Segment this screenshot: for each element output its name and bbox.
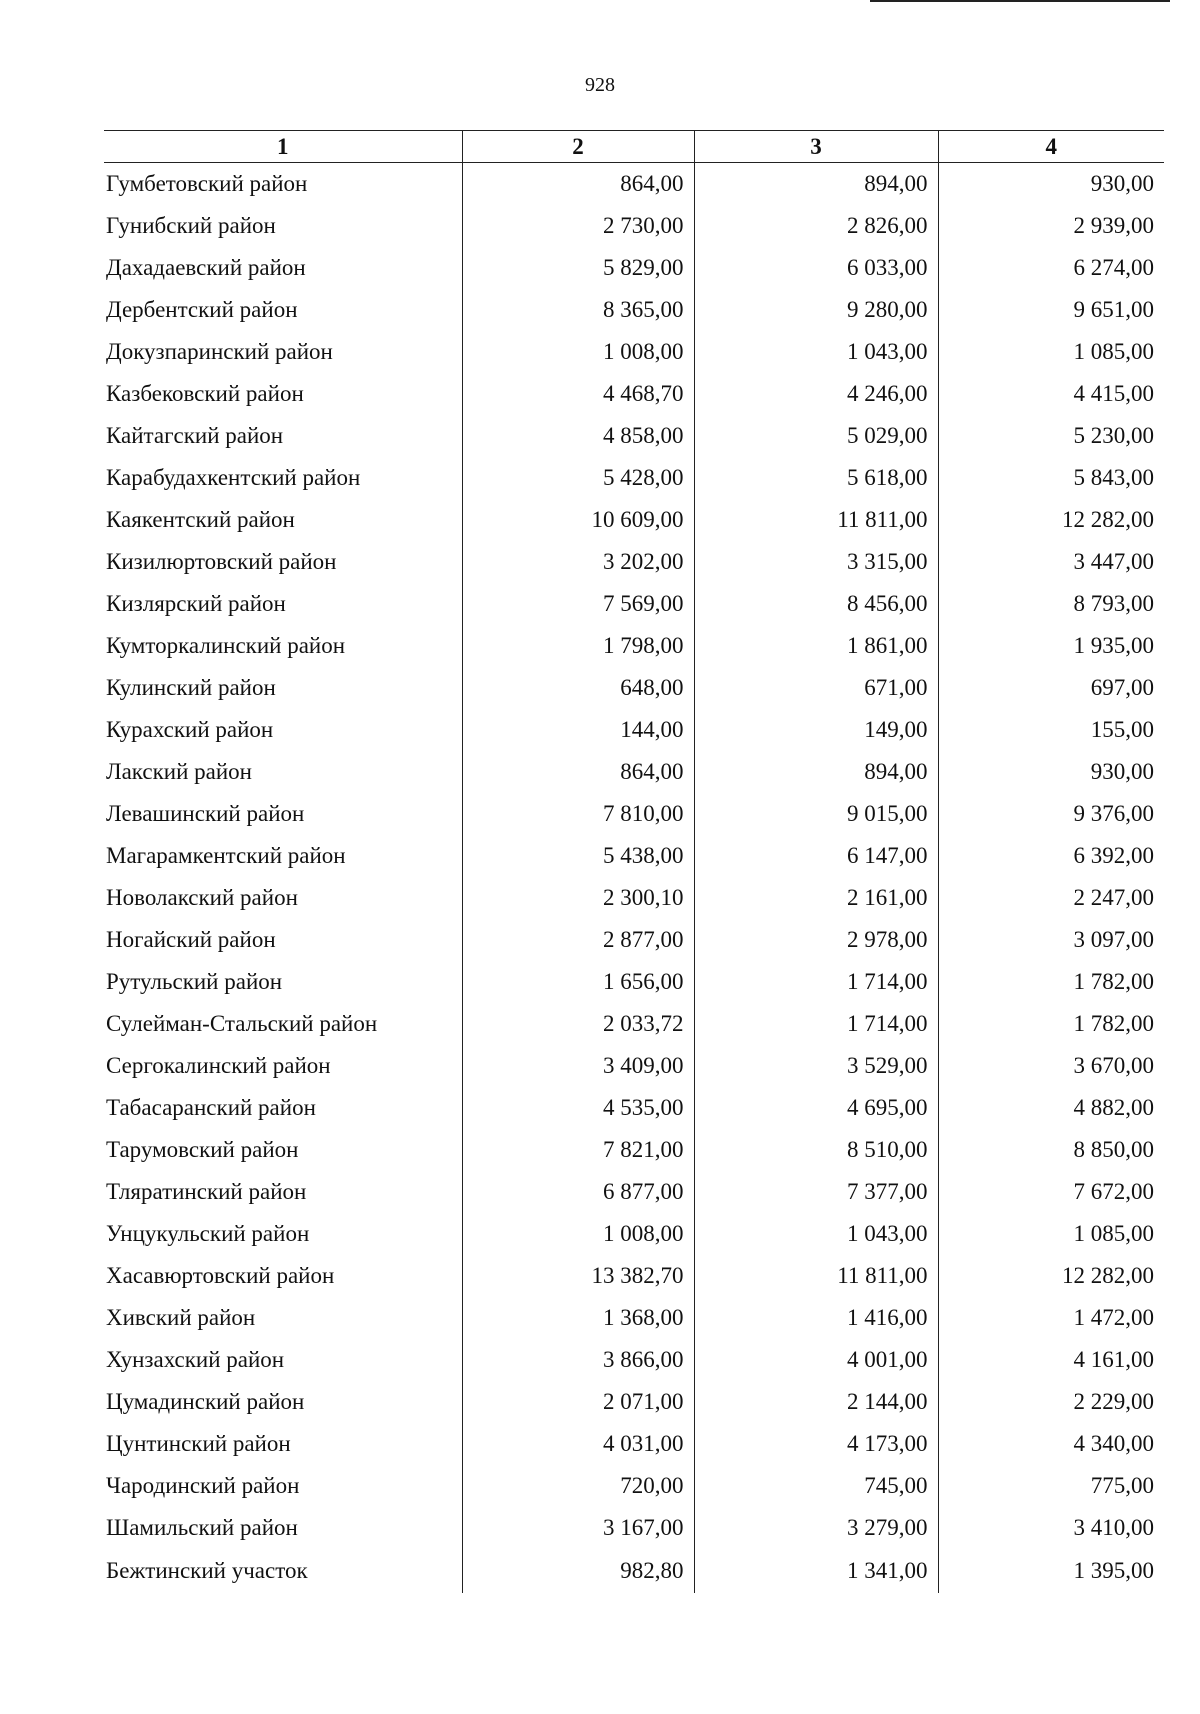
district-name-cell: Хасавюртовский район <box>106 1263 335 1288</box>
value-col-2-cell: 5 438,00 <box>462 835 694 877</box>
value-col-2-cell: 8 365,00 <box>462 289 694 331</box>
table-row <box>104 1045 1164 1087</box>
value-col-4-cell: 930,00 <box>938 751 1164 793</box>
table-row <box>104 709 1164 751</box>
value-col-3-cell: 1 861,00 <box>694 625 938 667</box>
value-col-2-cell: 144,00 <box>462 709 694 751</box>
table-row <box>104 877 1164 919</box>
district-name-cell: Цунтинский район <box>106 1431 291 1456</box>
value-col-3-cell: 3 315,00 <box>694 541 938 583</box>
table-row <box>104 1255 1164 1297</box>
table-row <box>104 1171 1164 1213</box>
value-col-2-cell: 1 656,00 <box>462 961 694 1003</box>
value-col-2-cell: 3 167,00 <box>462 1507 694 1549</box>
value-col-4-cell: 8 850,00 <box>938 1129 1164 1171</box>
value-col-3-cell: 1 043,00 <box>694 1213 938 1255</box>
district-name-cell: Магарамкентский район <box>106 843 346 868</box>
value-col-4-cell: 2 939,00 <box>938 205 1164 247</box>
value-col-4-cell: 5 230,00 <box>938 415 1164 457</box>
value-col-2-cell: 4 535,00 <box>462 1087 694 1129</box>
district-name-cell: Докузпаринский район <box>106 339 333 364</box>
value-col-3-cell: 8 510,00 <box>694 1129 938 1171</box>
value-col-3-cell: 149,00 <box>694 709 938 751</box>
value-col-4-cell: 1 085,00 <box>938 1213 1164 1255</box>
value-col-3-cell: 5 029,00 <box>694 415 938 457</box>
table-row <box>104 667 1164 709</box>
top-edge-rule <box>870 0 1170 2</box>
value-col-2-cell: 2 033,72 <box>462 1003 694 1045</box>
district-name-cell: Кайтагский район <box>106 423 284 448</box>
table-row <box>104 1507 1164 1549</box>
value-col-2-cell: 2 730,00 <box>462 205 694 247</box>
value-col-3-cell: 1 043,00 <box>694 331 938 373</box>
table-row <box>104 247 1164 289</box>
table-row <box>104 751 1164 793</box>
district-name-cell: Карабудахкентский район <box>106 465 361 490</box>
value-col-2-cell: 720,00 <box>462 1465 694 1507</box>
value-col-4-cell: 1 395,00 <box>938 1549 1164 1593</box>
value-col-3-cell: 9 015,00 <box>694 793 938 835</box>
data-table-container <box>104 130 1164 1593</box>
table-row <box>104 1549 1164 1593</box>
value-col-2-cell: 648,00 <box>462 667 694 709</box>
table-row <box>104 289 1164 331</box>
district-name-cell: Ногайский район <box>106 927 276 952</box>
table-row <box>104 163 1164 206</box>
value-col-4-cell: 4 415,00 <box>938 373 1164 415</box>
value-col-3-cell: 2 826,00 <box>694 205 938 247</box>
district-name-cell: Тляратинский район <box>106 1179 307 1204</box>
district-name-cell: Шамильский район <box>106 1515 298 1540</box>
value-col-2-cell: 2 877,00 <box>462 919 694 961</box>
value-col-3-cell: 2 161,00 <box>694 877 938 919</box>
table-row <box>104 499 1164 541</box>
value-col-2-cell: 1 798,00 <box>462 625 694 667</box>
value-col-2-cell: 4 468,70 <box>462 373 694 415</box>
value-col-4-cell: 12 282,00 <box>938 1255 1164 1297</box>
district-name-cell: Рутульский район <box>106 969 283 994</box>
value-col-2-cell: 4 858,00 <box>462 415 694 457</box>
table-row <box>104 331 1164 373</box>
value-col-4-cell: 3 410,00 <box>938 1507 1164 1549</box>
table-row <box>104 919 1164 961</box>
district-name-cell: Лакский район <box>106 759 252 784</box>
value-col-2-cell: 982,80 <box>462 1549 694 1593</box>
table-row <box>104 793 1164 835</box>
value-col-3-cell: 4 695,00 <box>694 1087 938 1129</box>
table-row <box>104 373 1164 415</box>
value-col-2-cell: 1 008,00 <box>462 331 694 373</box>
table-row <box>104 835 1164 877</box>
value-col-4-cell: 6 274,00 <box>938 247 1164 289</box>
table-row <box>104 541 1164 583</box>
table-row <box>104 1297 1164 1339</box>
value-col-2-cell: 864,00 <box>462 163 694 206</box>
value-col-3-cell: 6 033,00 <box>694 247 938 289</box>
value-col-3-cell: 1 416,00 <box>694 1297 938 1339</box>
district-name-cell: Гунибский район <box>106 213 276 238</box>
value-col-2-cell: 1 368,00 <box>462 1297 694 1339</box>
value-col-2-cell: 3 866,00 <box>462 1339 694 1381</box>
table-row <box>104 625 1164 667</box>
value-col-2-cell: 864,00 <box>462 751 694 793</box>
value-col-2-cell: 7 569,00 <box>462 583 694 625</box>
value-col-3-cell: 745,00 <box>694 1465 938 1507</box>
value-col-2-cell: 2 071,00 <box>462 1381 694 1423</box>
value-col-3-cell: 9 280,00 <box>694 289 938 331</box>
value-col-3-cell: 4 173,00 <box>694 1423 938 1465</box>
value-col-4-cell: 7 672,00 <box>938 1171 1164 1213</box>
district-name-cell: Кизлярский район <box>106 591 286 616</box>
value-col-4-cell: 8 793,00 <box>938 583 1164 625</box>
value-col-4-cell: 12 282,00 <box>938 499 1164 541</box>
value-col-3-cell: 5 618,00 <box>694 457 938 499</box>
value-col-3-cell: 7 377,00 <box>694 1171 938 1213</box>
district-name-cell: Табасаранский район <box>106 1095 316 1120</box>
table-row <box>104 961 1164 1003</box>
table-row <box>104 1213 1164 1255</box>
value-col-3-cell: 671,00 <box>694 667 938 709</box>
table-row <box>104 1339 1164 1381</box>
value-col-2-cell: 13 382,70 <box>462 1255 694 1297</box>
header-row <box>104 131 1164 163</box>
district-name-cell: Унцукульский район <box>106 1221 310 1246</box>
value-col-4-cell: 4 161,00 <box>938 1339 1164 1381</box>
table-row <box>104 583 1164 625</box>
value-col-4-cell: 1 782,00 <box>938 1003 1164 1045</box>
value-col-2-cell: 10 609,00 <box>462 499 694 541</box>
value-col-4-cell: 1 085,00 <box>938 331 1164 373</box>
value-col-3-cell: 4 246,00 <box>694 373 938 415</box>
district-name-cell: Новолакский район <box>106 885 298 910</box>
value-col-4-cell: 4 340,00 <box>938 1423 1164 1465</box>
value-col-2-cell: 3 409,00 <box>462 1045 694 1087</box>
district-values-table <box>104 130 1164 1593</box>
district-name-cell: Тарумовский район <box>106 1137 299 1162</box>
value-col-4-cell: 1 472,00 <box>938 1297 1164 1339</box>
district-name-cell: Сулейман-Стальский район <box>106 1011 378 1036</box>
value-col-2-cell: 7 821,00 <box>462 1129 694 1171</box>
district-name-cell: Хивский район <box>106 1305 256 1330</box>
page-number: 928 <box>585 74 615 96</box>
table-row <box>104 1381 1164 1423</box>
district-name-cell: Сергокалинский район <box>106 1053 331 1078</box>
district-name-cell: Гумбетовский район <box>106 171 308 196</box>
column-header-4: 4 <box>938 131 1164 163</box>
value-col-2-cell: 3 202,00 <box>462 541 694 583</box>
value-col-3-cell: 1 714,00 <box>694 1003 938 1045</box>
value-col-2-cell: 1 008,00 <box>462 1213 694 1255</box>
value-col-3-cell: 11 811,00 <box>694 1255 938 1297</box>
value-col-4-cell: 2 229,00 <box>938 1381 1164 1423</box>
value-col-3-cell: 894,00 <box>694 163 938 206</box>
district-name-cell: Хунзахский район <box>106 1347 285 1372</box>
value-col-3-cell: 1 341,00 <box>694 1549 938 1593</box>
value-col-3-cell: 3 529,00 <box>694 1045 938 1087</box>
value-col-3-cell: 8 456,00 <box>694 583 938 625</box>
value-col-3-cell: 4 001,00 <box>694 1339 938 1381</box>
value-col-2-cell: 5 428,00 <box>462 457 694 499</box>
table-header <box>104 131 1164 163</box>
value-col-4-cell: 930,00 <box>938 163 1164 206</box>
value-col-4-cell: 3 097,00 <box>938 919 1164 961</box>
value-col-4-cell: 697,00 <box>938 667 1164 709</box>
table-row <box>104 1003 1164 1045</box>
table-row <box>104 457 1164 499</box>
value-col-3-cell: 6 147,00 <box>694 835 938 877</box>
value-col-4-cell: 1 935,00 <box>938 625 1164 667</box>
table-row <box>104 1423 1164 1465</box>
district-name-cell: Дахадаевский район <box>106 255 306 280</box>
table-row <box>104 1465 1164 1507</box>
value-col-4-cell: 9 376,00 <box>938 793 1164 835</box>
value-col-4-cell: 1 782,00 <box>938 961 1164 1003</box>
district-name-cell: Каякентский район <box>106 507 295 532</box>
district-name-cell: Дербентский район <box>106 297 298 322</box>
table-row <box>104 1129 1164 1171</box>
value-col-2-cell: 4 031,00 <box>462 1423 694 1465</box>
district-name-cell: Чародинский район <box>106 1473 300 1498</box>
value-col-4-cell: 5 843,00 <box>938 457 1164 499</box>
value-col-4-cell: 4 882,00 <box>938 1087 1164 1129</box>
value-col-2-cell: 6 877,00 <box>462 1171 694 1213</box>
value-col-4-cell: 775,00 <box>938 1465 1164 1507</box>
column-header-2: 2 <box>462 131 694 163</box>
value-col-4-cell: 6 392,00 <box>938 835 1164 877</box>
district-name-cell: Левашинский район <box>106 801 305 826</box>
table-body <box>104 163 1164 1594</box>
value-col-3-cell: 2 978,00 <box>694 919 938 961</box>
value-col-4-cell: 3 447,00 <box>938 541 1164 583</box>
value-col-4-cell: 155,00 <box>938 709 1164 751</box>
column-header-3: 3 <box>694 131 938 163</box>
district-name-cell: Цумадинский район <box>106 1389 305 1414</box>
district-name-cell: Бежтинский участок <box>106 1558 308 1583</box>
value-col-3-cell: 3 279,00 <box>694 1507 938 1549</box>
district-name-cell: Кулинский район <box>106 675 276 700</box>
value-col-2-cell: 7 810,00 <box>462 793 694 835</box>
value-col-4-cell: 3 670,00 <box>938 1045 1164 1087</box>
value-col-3-cell: 11 811,00 <box>694 499 938 541</box>
district-name-cell: Казбековский район <box>106 381 304 406</box>
value-col-2-cell: 5 829,00 <box>462 247 694 289</box>
value-col-4-cell: 9 651,00 <box>938 289 1164 331</box>
table-row <box>104 205 1164 247</box>
value-col-3-cell: 1 714,00 <box>694 961 938 1003</box>
district-name-cell: Кизилюртовский район <box>106 549 337 574</box>
value-col-3-cell: 2 144,00 <box>694 1381 938 1423</box>
value-col-4-cell: 2 247,00 <box>938 877 1164 919</box>
table-row <box>104 1087 1164 1129</box>
district-name-cell: Курахский район <box>106 717 274 742</box>
district-name-cell: Кумторкалинский район <box>106 633 346 658</box>
column-header-1: 1 <box>104 131 462 163</box>
value-col-2-cell: 2 300,10 <box>462 877 694 919</box>
value-col-3-cell: 894,00 <box>694 751 938 793</box>
table-row <box>104 415 1164 457</box>
